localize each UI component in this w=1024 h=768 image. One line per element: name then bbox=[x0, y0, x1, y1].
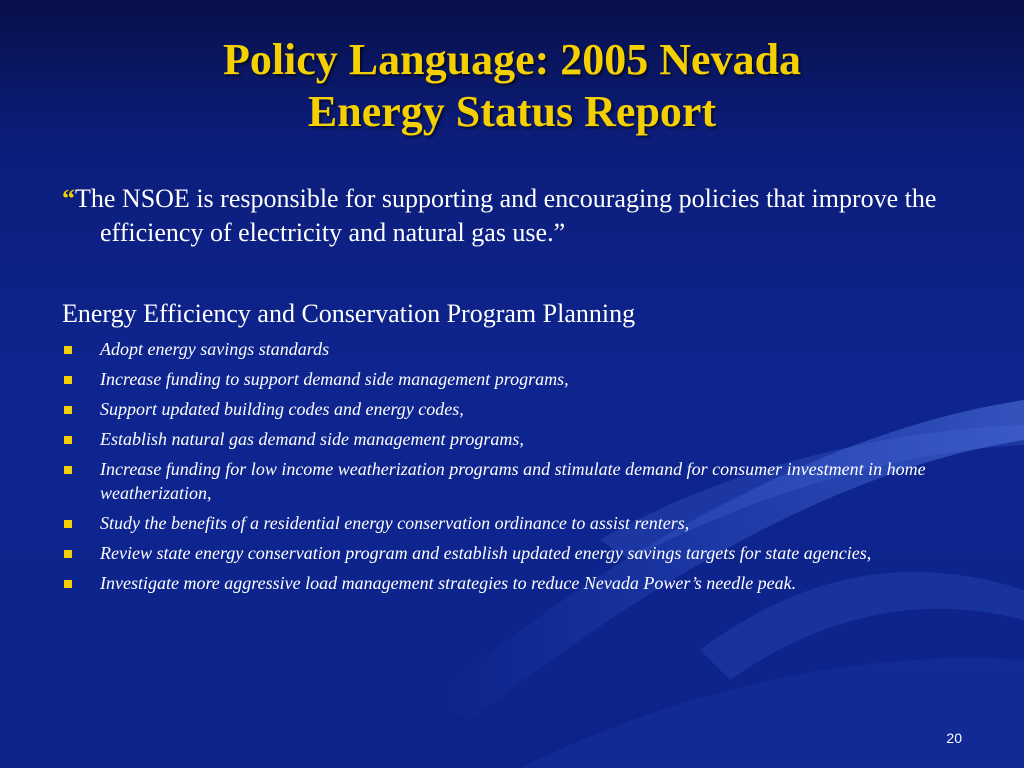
list-item bbox=[62, 427, 942, 451]
list-item-text: Establish natural gas demand side management programs, bbox=[100, 429, 524, 449]
square-bullet-icon bbox=[64, 436, 72, 444]
bullet-list bbox=[62, 337, 942, 601]
list-item bbox=[62, 511, 942, 535]
slide-title bbox=[40, 34, 984, 138]
square-bullet-icon bbox=[64, 406, 72, 414]
section-subheading: Energy Efficiency and Conservation Program Planning bbox=[62, 299, 636, 328]
list-item-text: Study the benefits of a residential energy conservation ordinance to assist renters, bbox=[100, 513, 690, 533]
title-line-1: Policy Language: 2005 Nevada bbox=[222, 35, 802, 84]
list-item bbox=[62, 397, 942, 421]
square-bullet-icon bbox=[64, 580, 72, 588]
square-bullet-icon bbox=[64, 346, 72, 354]
square-bullet-icon bbox=[64, 520, 72, 528]
list-item bbox=[62, 571, 942, 595]
square-bullet-icon bbox=[64, 550, 72, 558]
list-item bbox=[62, 367, 942, 391]
list-item bbox=[62, 457, 942, 505]
list-item-text: Investigate more aggressive load management strategies to reduce Nevada Power’s needle peak. bbox=[100, 573, 797, 593]
list-item-text: Increase funding to support demand side management programs, bbox=[100, 369, 569, 389]
quote-text: The NSOE is responsible for supporting and encouraging policies that improve the efficiency of electricity and natural gas use.” bbox=[75, 184, 937, 247]
square-bullet-icon bbox=[64, 466, 72, 474]
list-item bbox=[62, 337, 942, 361]
list-item-text: Support updated building codes and energy codes, bbox=[100, 399, 464, 419]
square-bullet-icon bbox=[64, 376, 72, 384]
policy-quote bbox=[62, 182, 1000, 250]
list-item-text: Increase funding for low income weatherization programs and stimulate demand for consumer investment in home weatherization, bbox=[100, 459, 926, 503]
title-line-2: Energy Status Report bbox=[307, 87, 717, 136]
list-item-text: Adopt energy savings standards bbox=[100, 339, 330, 359]
list-item bbox=[62, 541, 942, 565]
open-quote-mark: “ bbox=[62, 184, 75, 213]
list-item-text: Review state energy conservation program and establish updated energy savings targets for state agencies, bbox=[100, 543, 872, 563]
page-number: 20 bbox=[946, 730, 962, 746]
